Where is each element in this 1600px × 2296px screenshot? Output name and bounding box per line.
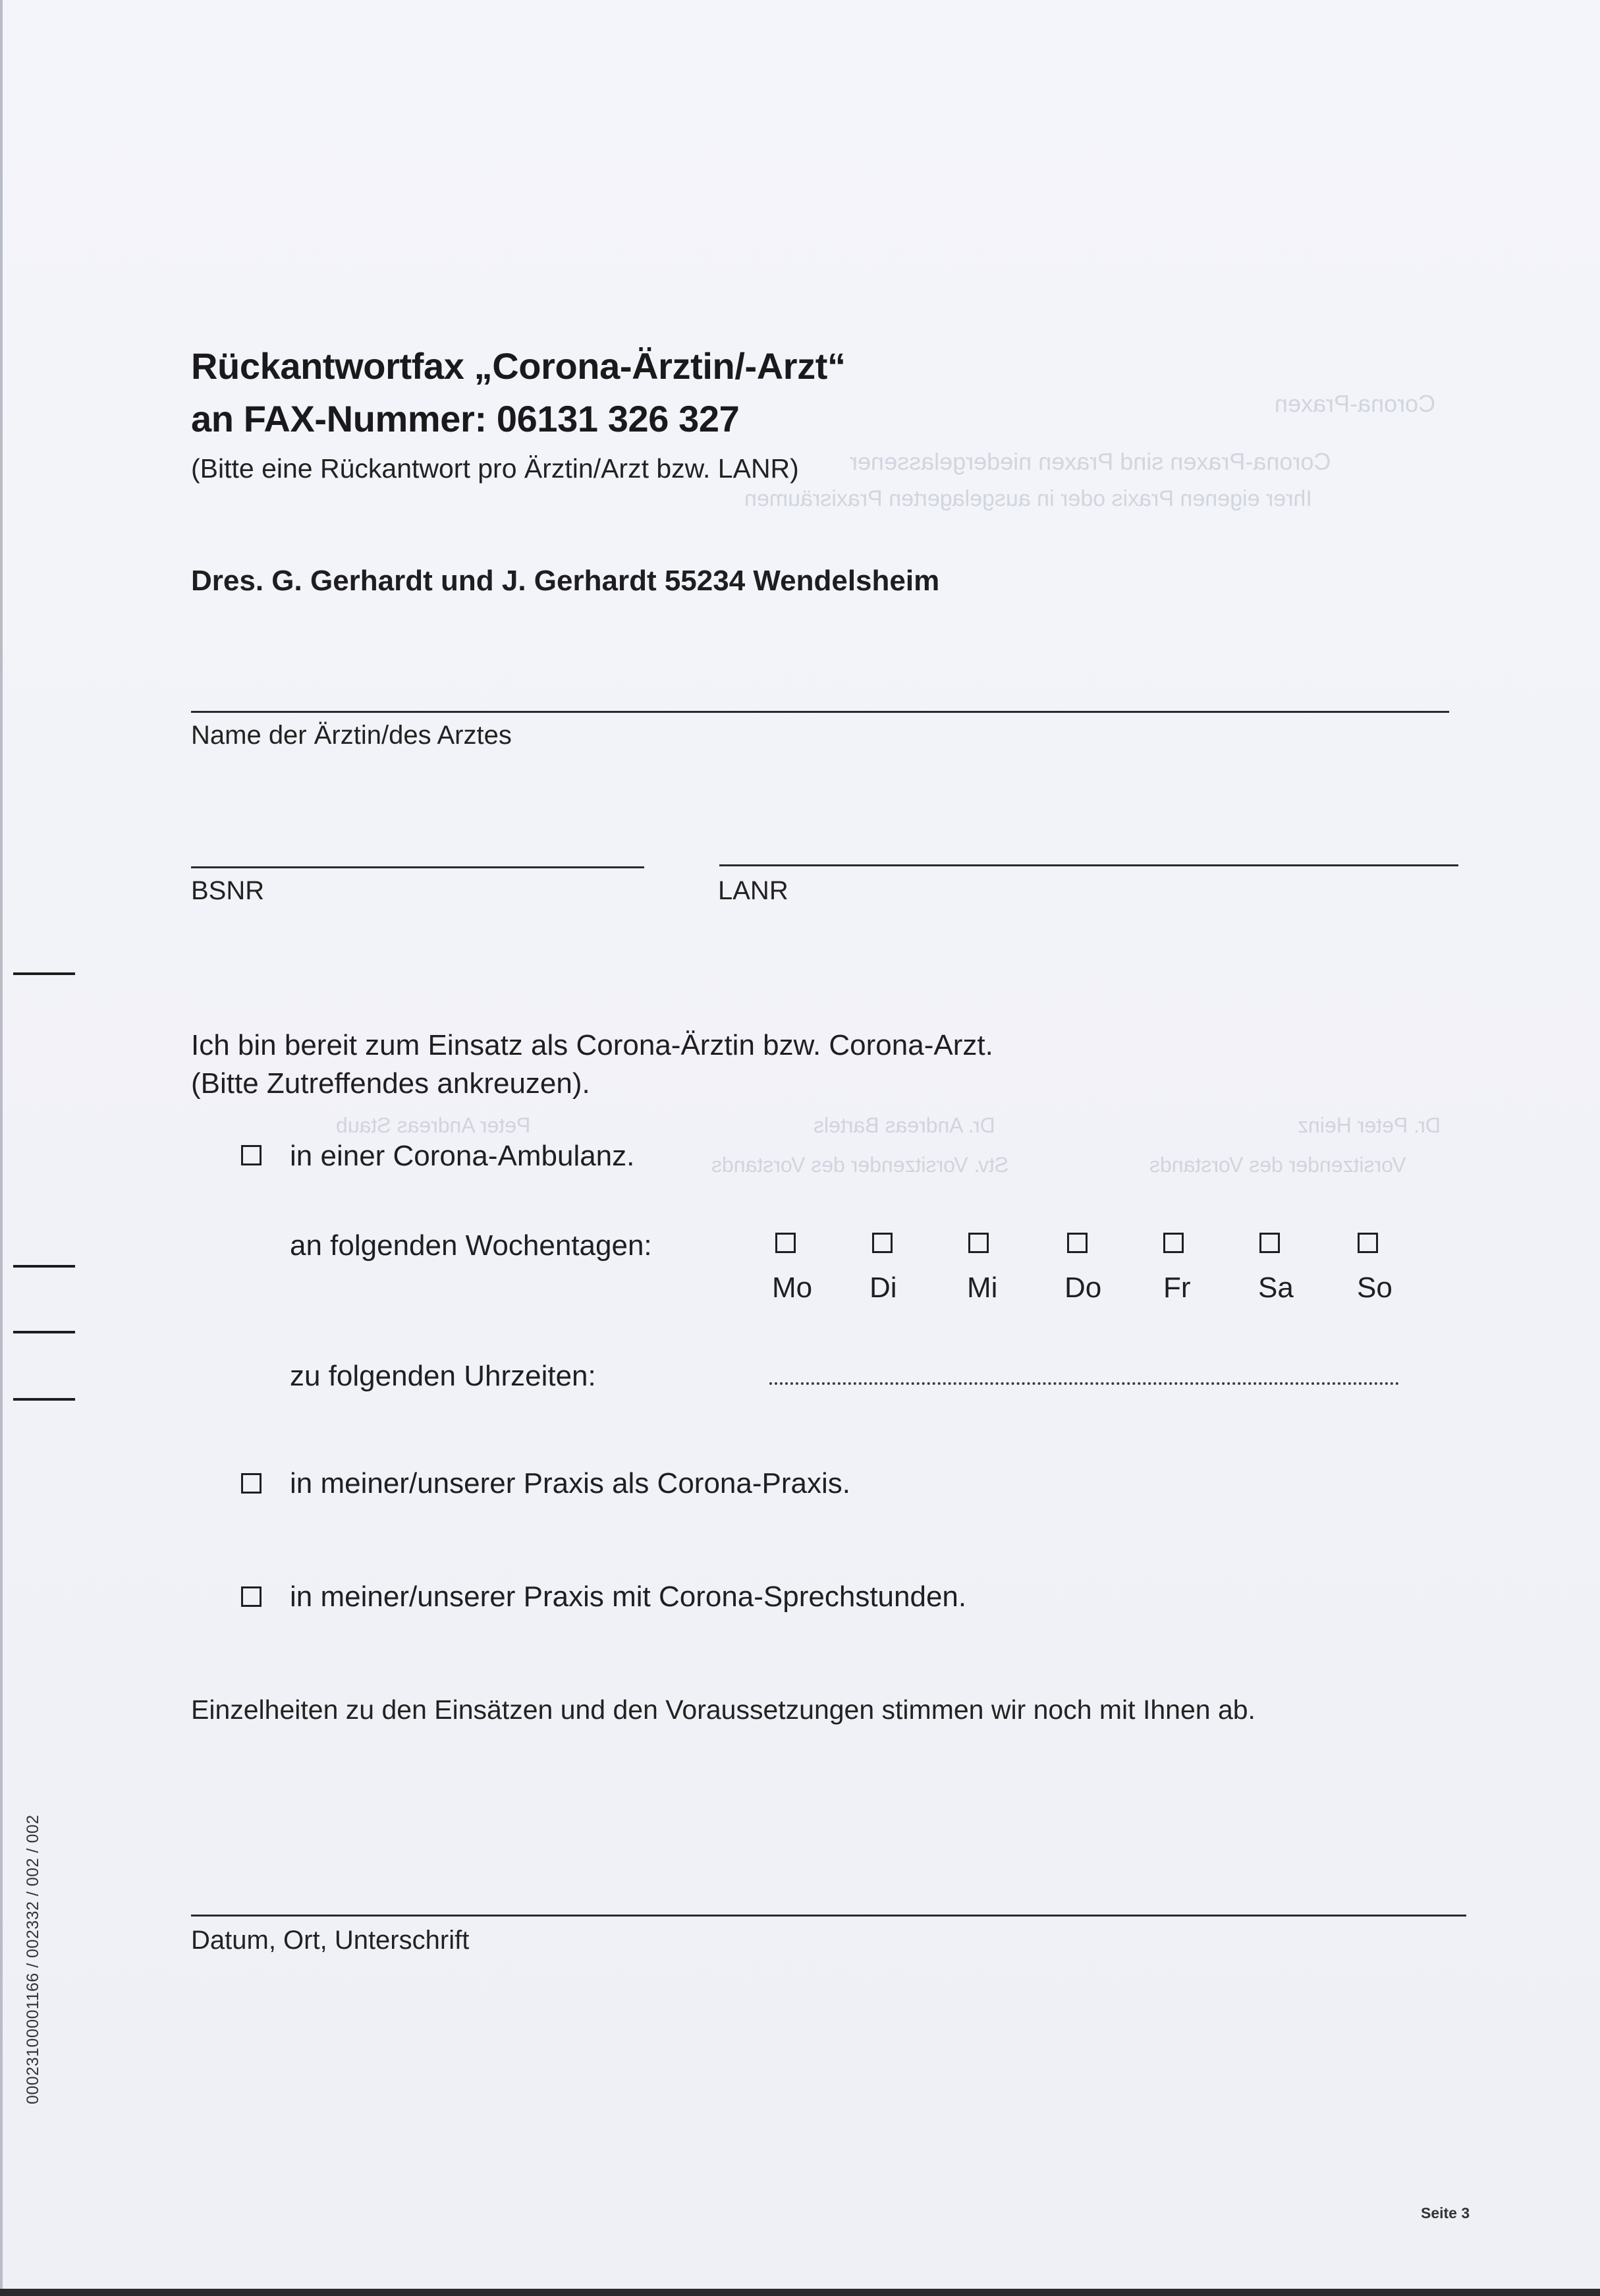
corona-practice-checkbox[interactable]: [241, 1473, 262, 1494]
lanr-label: LANR: [718, 876, 788, 905]
doctor-name-field[interactable]: [191, 711, 1449, 713]
bleed-through-name: Dr. Peter Heinz: [1298, 1113, 1441, 1137]
consultation-hours-option-label: in meiner/unserer Praxis mit Corona-Sprechstunden.: [290, 1581, 967, 1613]
times-input-line[interactable]: [769, 1382, 1399, 1385]
page-left-edge: [0, 0, 3, 2296]
weekday-friday-checkbox[interactable]: [1163, 1233, 1184, 1253]
tick-instruction: (Bitte Zutreffendes ankreuzen).: [191, 1067, 590, 1100]
bleed-through-heading: Corona-Praxen: [1275, 390, 1436, 417]
weekday-saturday-checkbox[interactable]: [1259, 1233, 1280, 1253]
page-number: Seite 3: [1421, 2204, 1470, 2222]
lanr-field[interactable]: [719, 864, 1458, 866]
bleed-through-role: Stv. Vorsitzender des Vorstands: [711, 1153, 1009, 1177]
punch-mark: [13, 1331, 75, 1333]
readiness-statement: Ich bin bereit zum Einsatz als Corona-Ärztin bzw. Corona-Arzt.: [191, 1029, 993, 1061]
bleed-through-line: Ihrer eigenen Praxis oder in ausgelagerten Praxisräumen: [744, 486, 1312, 511]
doctor-name-label: Name der Ärztin/des Arztes: [191, 721, 512, 750]
weekday-label-so: So: [1357, 1272, 1393, 1304]
fold-mark: [13, 972, 75, 975]
weekdays-label: an folgenden Wochentagen:: [290, 1229, 652, 1262]
bleed-through-name: Peter Andreas Staub: [336, 1113, 531, 1137]
form-title: Rückantwortfax „Corona-Ärztin/-Arzt“: [191, 345, 846, 387]
signature-label: Datum, Ort, Unterschrift: [191, 1926, 470, 1955]
ambulance-option-label: in einer Corona-Ambulanz.: [290, 1140, 635, 1172]
corona-practice-option-label: in meiner/unserer Praxis als Corona-Praxis.: [290, 1467, 850, 1499]
weekday-label-mi: Mi: [967, 1272, 998, 1304]
weekday-monday-checkbox[interactable]: [775, 1233, 796, 1253]
weekday-tuesday-checkbox[interactable]: [872, 1233, 893, 1253]
bsnr-label: BSNR: [191, 876, 265, 905]
weekday-label-fr: Fr: [1163, 1272, 1191, 1304]
weekday-label-mo: Mo: [772, 1272, 813, 1304]
bleed-through-name: Dr. Andreas Bartels: [814, 1113, 995, 1137]
closing-note: Einzelheiten zu den Einsätzen und den Voraussetzungen stimmen wir noch mit Ihnen ab.: [191, 1694, 1255, 1725]
bleed-through-line: Corona-Praxen sind Praxen niedergelassener: [850, 448, 1331, 475]
bsnr-field[interactable]: [191, 866, 644, 868]
weekday-wednesday-checkbox[interactable]: [968, 1233, 989, 1253]
punch-mark: [13, 1398, 75, 1401]
weekday-thursday-checkbox[interactable]: [1067, 1233, 1088, 1253]
bleed-through-role: Vorsitzender des Vorstands: [1149, 1153, 1406, 1177]
consultation-hours-checkbox[interactable]: [241, 1586, 262, 1607]
ambulance-checkbox[interactable]: [241, 1145, 262, 1165]
punch-mark: [13, 1265, 75, 1268]
weekday-label-do: Do: [1064, 1272, 1102, 1304]
reply-instruction: (Bitte eine Rückantwort pro Ärztin/Arzt bzw. LANR): [191, 453, 799, 484]
times-label: zu folgenden Uhrzeiten:: [290, 1360, 596, 1392]
addressee-line: Dres. G. Gerhardt und J. Gerhardt 55234 Wendelsheim: [191, 565, 940, 597]
weekday-sunday-checkbox[interactable]: [1358, 1233, 1378, 1253]
weekday-label-di: Di: [869, 1272, 897, 1304]
signature-field[interactable]: [191, 1915, 1466, 1917]
weekday-label-sa: Sa: [1258, 1272, 1294, 1304]
page-bottom-edge: [0, 2289, 1600, 2296]
document-reference-code: 00023100001166 / 002332 / 002 / 002: [24, 1814, 42, 2104]
fax-number-title: an FAX-Nummer: 06131 326 327: [191, 398, 740, 439]
